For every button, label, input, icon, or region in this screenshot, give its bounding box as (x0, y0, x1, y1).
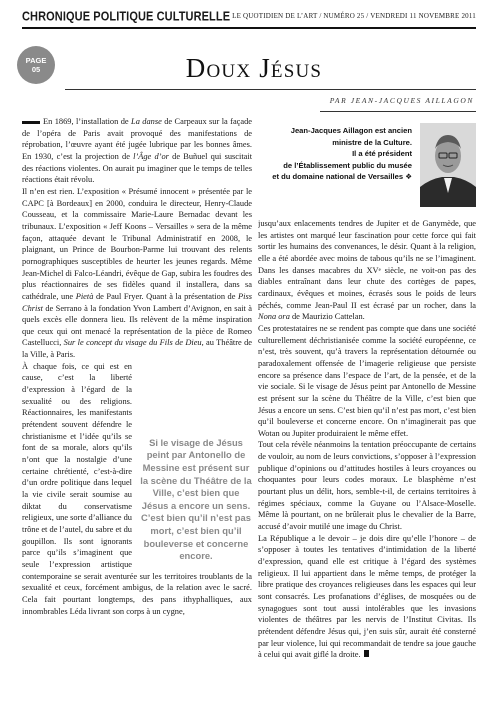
bio-line: Jean-Jacques Aillagon est ancien (290, 126, 412, 135)
paragraph: Tout cela révèle néanmoins la tentation préoccupante de certains de vouloir, au nom de leurs convictions, s’opposer à l’expression publique d’opinions ou d’attitudes hostiles à leurs croyances ou choquantes pour leurs codes moraux. Le blasphème n’est pourtant plus un délit, hors, semble-t-il, de certains territoires à régimes spéciaux, comme la Guyane ou l’Alsace-Moselle. Même là pourtant, on ne brûlerait plus le chevalier de la Barre, accusé d’avoir mutilé une image du Christ. (258, 440, 476, 532)
bio-line: ministre de la Culture. (332, 137, 412, 147)
author-bio (268, 125, 412, 183)
page-badge (17, 46, 55, 84)
article-column-right (258, 218, 476, 706)
end-mark (364, 650, 369, 657)
paragraph: En 1869, l’installation de La danse de Carpeaux sur la façade de l’opéra de Paris avait provoqué des manifestations de réprobation, l’œuvre ayant été jugée lubrique par les bonnes âmes. En 1930, c’est la projection de l’Âge d’or de Buñuel qui suscitait des réactions violentes. On aurait pu imaginer que le temps de telles réactions était révolu. (22, 117, 252, 185)
lead-rule (22, 121, 40, 124)
article-column-left (22, 116, 252, 706)
author-portrait (420, 123, 476, 207)
paragraph: La République a le devoir – je dois dire qu’elle l’honore – de s’opposer à toutes les tentatives d’intimidation de la liberté d’expression, quand elle est critique à l’égard des systèmes religieux. Il lui appartient dans le même temps, de protéger la libre pratique des croyances religieuses dans les espaces qui leur sont consacrés. Les profanations d’églises, de mosquées ou de synagogues sont tout aussi intolérables que les invasions violentes de théâtres par les nervis de l’Institut Civitas. Ils prétendent défendre Jésus qui, j’en suis sûr, aurait été consterné par leur violence, lui qui recommandait de tendre sa joue gauche à celui qui avait giflé la droite. (258, 533, 476, 660)
paragraph: À chaque fois, ce qui est en cause, c’est la liberté d’expression à l’égard de la sexualité ou des religions. Réactionnaires, les manifestants prétendent souvent défendre le christianisme et l’idée qu’ils se font de sa morale, alors qu’ils n’ont que la nostalgie d’une certaine chrétienté, c’est-à-dire d’un ordre politique dans lequel la vie civile serait soumise au diktat du conservatisme religieux, une sorte d’alliance du trône et de l’autel, du sabre et du goupillon. Ils sont ignorants parce qu’ils s’imaginent que seule l’expression artistique contemporaine se serait aventurée sur les territoires troublants de la sexualité et ceux, forcément ambigus, de la relation avec le sacré. Cela fait pourtant longtemps, des pans ithyphalliques, aux innombrables Léda livrant son corps à un cygne, (22, 361, 252, 616)
paragraph: Ces protestataires ne se rendent pas compte que dans une société culturellement déchristianisée comme la société européenne, ce n’est, très souvent, qu’à travers la représentation détournée ou paradoxalement offensée de l’imagerie religieuse que persiste encore sa présence dans l’espace de l’art, de la pensée, et de la vie sociale. Si le visage de Jésus peint par Antonello de Messine est présent sur la scène du Théâtre de la Ville, c’est bien que Jésus a encore un sens. C’est bien qu’il n’est pas mort, c’est bien qu’il bouleverse et concerne encore. On n’imaginerait pas que Wotan ou Jupiter produiraient le même effet. (258, 323, 476, 438)
paragraph: jusqu’aux enlacements tendres de Jupiter et de Ganymède, que les artistes ont marqué leur fascination pour cette force qui fait sortir les humains des convenances, le désir. Quant à la religion, elle a été abordée avec moins de tabous qu’ils ne se l’imaginent. Dans les danses macabres du XVᵉ siècle, ne voit-on pas des diables entraînant dans leur chute des cortèges de papes, cardinaux, évêques et moines, écrasés sous le poids de leurs péchés, comme Jean-Paul II est écrasé par un rocher, dans la Nona ora de Maurizio Cattelan. (258, 219, 476, 322)
bio-line: de l’Établissement public du musée (283, 160, 412, 170)
title-rule (65, 89, 476, 90)
page-badge-number: 05 (31, 65, 41, 74)
bio-line: et du domaine national de Versailles ❖ (272, 172, 412, 182)
pull-quote: Si le visage de Jésus peint par Antonello de Messine est présent sur la scène du Théâtre de la Ville, c’est bien que Jésus a encore un sens. C’est bien qu’il n’est pas mort, c’est bien qu’il bouleverse et concerne encore. (140, 436, 252, 562)
paragraph: Il n’en est rien. L’exposition « Présumé innocent » présentée par le CAPC [à Bordeaux] en 2000, conduira le directeur, Henry-Claude Cousseau, et la commissaire Marie-Laure Bernadac devant les tribunaux. L’exposition « Jeff Koons – Versailles » sera de la même façon, attaquée devant le Tribunal Administratif en 2008, le plaignant, un Prince de Bourbon-Parme lui trouvant des relents pornographiques susceptibles de heurter les jeunes regards. Même Jean-Michel di Falco-Léandri, évêque de Gap, subira les foudres des plus réactionnaires de ses fidèles quand il installera, dans sa cathédrale, une Pietà de Paul Fryer. Quant à la présentation de Piss Christ de Serrano à la fondation Yvon Lambert d’Avignon, en sait à quels excès elle donnera lieu. Ils relèvent de la même inspiration que ceux qui ont menacé la représentation de la pièce de Romeo Castellucci, Sur le concept du visage du Fils de Dieu, au Théâtre de la Ville, à Paris. (22, 186, 252, 360)
byline: PAR JEAN-JACQUES AILLAGON (329, 96, 474, 105)
end-mark-icon: ❖ (405, 172, 412, 182)
byline-rule (320, 111, 476, 112)
header-rule (22, 27, 476, 29)
issue-info: LE QUOTIDIEN DE L’ART / NUMÉRO 25 / VENDREDI 11 NOVEMBRE 2011 (232, 12, 476, 20)
page-badge-label: PAGE (25, 56, 47, 65)
article-title: Doux Jésus (185, 53, 323, 83)
rubric-title: CHRONIQUE POLITIQUE CULTURELLE (22, 10, 231, 24)
bio-line: Il a été président (352, 149, 412, 159)
